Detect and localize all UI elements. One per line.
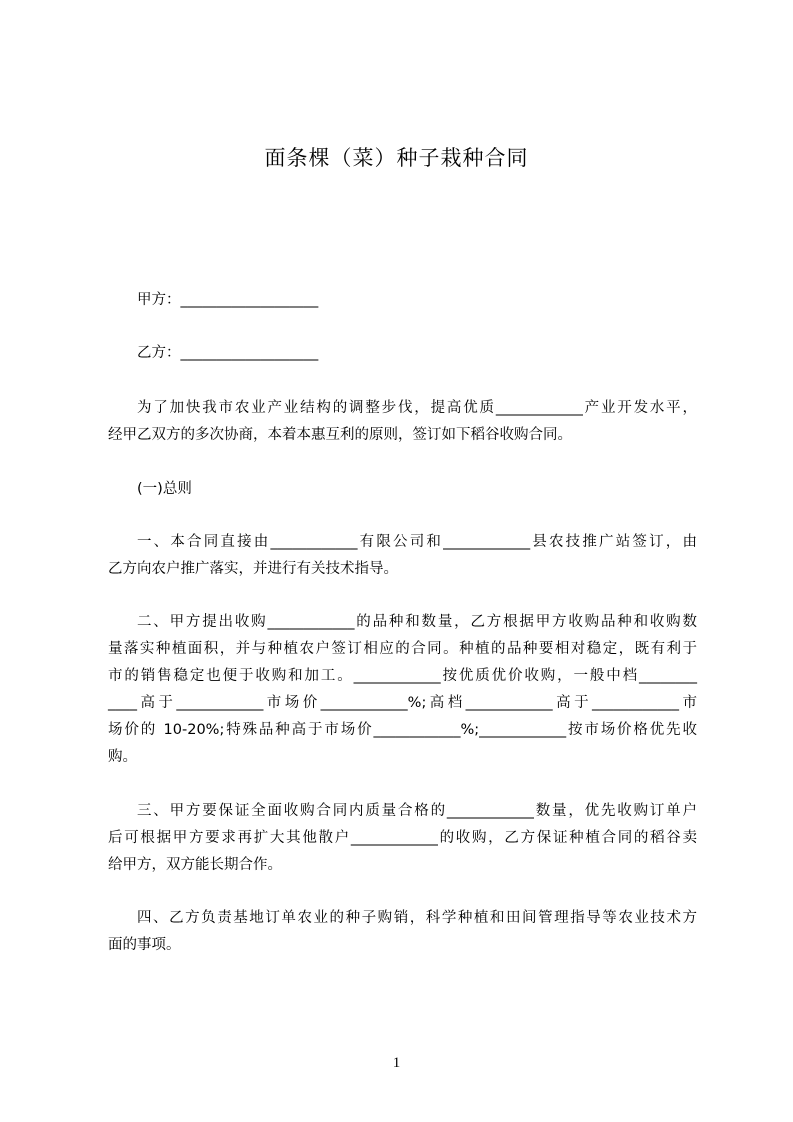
page-number: 1 — [392, 1055, 401, 1071]
paragraph-line: 经甲乙双方的多次协商，本着本惠互利的原则，签订如下稻谷收购合同。 — [108, 427, 572, 443]
paragraph-line: 面的事项。 — [108, 937, 181, 953]
paragraph-line: 一、本合同直接由____________有限公司和____________县农技推广站签订，由 — [137, 534, 697, 550]
clause-4 — [108, 905, 697, 959]
clause-3 — [108, 798, 697, 879]
section-general-heading — [108, 476, 697, 503]
paragraph-line: 场价的 10-20%;特殊品种高于市场价____________%;____________按市场价格优先收 — [108, 722, 697, 738]
clause-2 — [108, 609, 697, 771]
party-a: 甲方：___________________ — [137, 292, 319, 308]
party-a-line — [108, 287, 697, 314]
paragraph-line: 二、甲方提出收购____________的品种和数量，乙方根据甲方收购品种和收购数 — [137, 614, 697, 630]
clause-1 — [108, 529, 697, 583]
party-b-line — [108, 340, 697, 367]
party-b: 乙方：___________________ — [137, 345, 319, 361]
document-title: 面条棵（菜）种子栽种合同 — [264, 146, 529, 170]
paragraph-line: 量落实种植面积，并与种植农户签订相应的合同。种植的品种要相对稳定，既有利于 — [108, 641, 697, 657]
intro-paragraph — [108, 395, 697, 449]
paragraph-line: ____高于____________市场价____________%;高档____________高于____________市 — [108, 695, 697, 711]
paragraph-line: 三、甲方要保证全面收购合同内质量合格的____________数量，优先收购订单户 — [137, 803, 697, 819]
paragraph-line: 市的销售稳定也便于收购和加工。____________按优质优价收购，一般中档________ — [108, 668, 697, 684]
paragraph-line: 后可根据甲方要求再扩大其他散户____________的收购，乙方保证种植合同的稻谷卖 — [108, 830, 697, 846]
paragraph-line: 乙方向农户推广落实，并进行有关技术指导。 — [108, 561, 398, 577]
paragraph-line: 为了加快我市农业产业结构的调整步伐，提高优质____________产业开发水平， — [137, 400, 697, 416]
paragraph-line: (一)总则 — [137, 481, 192, 497]
paragraph-line: 四、乙方负责基地订单农业的种子购销，科学种植和田间管理指导等农业技术方 — [137, 910, 697, 926]
paragraph-line: 给甲方，双方能长期合作。 — [108, 857, 282, 873]
paragraph-line: 购。 — [108, 749, 137, 765]
